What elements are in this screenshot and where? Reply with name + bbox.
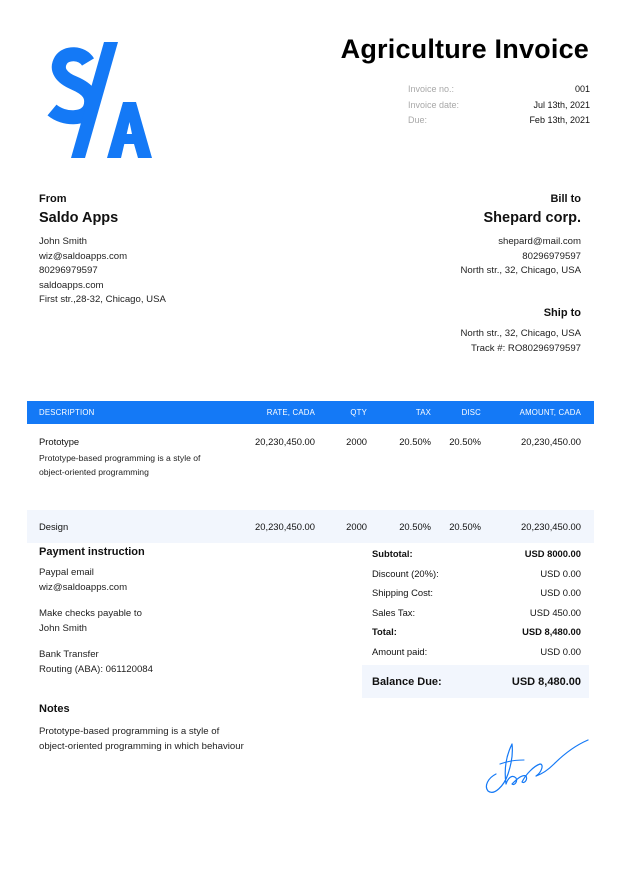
sales-tax-label: Sales Tax: [372,606,416,618]
bill-to-email: shepard@mail.com [498,236,581,247]
from-section [39,193,166,308]
item-tax: 20.50% [399,521,431,532]
item-name: Prototype [39,436,80,447]
total-value: USD 8,480.00 [522,626,581,638]
checks-payee: John Smith [39,622,87,634]
meta-label: Invoice no.: [408,84,455,94]
sales-tax-row [362,603,589,623]
from-phone: 80296979597 [39,265,98,276]
table-header [27,401,594,424]
item-disc: 20.50% [449,436,481,447]
due-date: Feb 13th, 2021 [529,115,590,125]
item-description-cell [27,436,225,479]
table-row [27,510,594,543]
item-tax: 20.50% [399,436,431,447]
subtotal-row [362,544,589,564]
amount-paid-value: USD 0.00 [540,645,581,657]
checks-label: Make checks payable to [39,608,142,619]
subtotal-value: USD 8000.00 [524,548,581,560]
ship-to-heading: Ship to [543,307,581,319]
item-rate: 20,230,450.00 [255,521,315,532]
from-company-name: Saldo Apps [39,210,119,226]
col-description-header: DESCRIPTION [39,408,95,417]
balance-due-label: Balance Due: [372,675,442,688]
invoice-date: Jul 13th, 2021 [533,99,590,110]
invoice-number-row [408,84,590,100]
item-rate: 20,230,450.00 [255,436,315,447]
notes-line: object-oriented programming in which behaviour [39,740,244,752]
paypal-email: wiz@saldoapps.com [39,581,128,593]
item-qty: 2000 [346,521,367,532]
item-disc: 20.50% [449,521,481,532]
from-heading: From [39,193,67,205]
item-name: Design [39,521,69,532]
from-contact-name: John Smith [39,236,87,247]
item-description: Prototype-based programming is a style of object-oriented programming [39,453,201,477]
notes-line: Prototype-based programming is a style of [39,726,220,737]
discount-label: Discount (20%): [372,567,439,579]
item-amount: 20,230,450.00 [521,436,581,447]
item-qty: 2000 [346,436,367,447]
notes-heading: Notes [39,703,70,715]
subtotal-label: Subtotal: [372,548,413,560]
balance-due-row [362,665,589,698]
balance-due-value: USD 8,480.00 [511,675,581,688]
from-email: wiz@saldoapps.com [39,250,128,262]
bill-to-section [460,193,581,279]
bank-transfer-label: Bank Transfer [39,649,99,660]
notes-section [39,703,244,754]
ship-to-tracking: Track #: RO80296979597 [470,342,581,354]
bill-to-phone: 80296979597 [522,250,581,262]
sales-tax-value: USD 450.00 [529,606,581,618]
bill-to-company-name: Shepard corp. [483,210,581,226]
signature [482,734,592,796]
col-disc-header: DISC [461,408,481,417]
col-rate-header: RATE, CADA [266,408,315,417]
payment-instruction-heading: Payment instruction [39,546,145,558]
shipping-row [362,583,589,603]
amount-paid-label: Amount paid: [372,645,428,657]
from-website: saldoapps.com [39,279,104,291]
col-amount-header: AMOUNT, CADA [519,408,581,417]
discount-row [362,564,589,584]
col-qty-header: QTY [350,408,367,417]
routing-number: Routing (ABA): 061120084 [39,663,153,675]
discount-value: USD 0.00 [540,567,581,579]
shipping-value: USD 0.00 [540,587,581,599]
ship-to-section [460,307,581,356]
total-row [362,622,589,642]
item-amount: 20,230,450.00 [521,521,581,532]
shipping-label: Shipping Cost: [372,587,433,599]
payment-instruction-section [39,546,153,677]
invoice-number: 001 [574,84,590,94]
total-label: Total: [372,626,397,638]
paypal-label: Paypal email [39,567,94,578]
bill-to-heading: Bill to [550,193,581,205]
totals-section [362,544,589,698]
table-row [27,424,594,510]
meta-label: Invoice date: [408,99,460,110]
items-table [27,401,594,543]
amount-paid-row [362,642,589,662]
invoice-date-row [408,100,590,116]
bill-to-address: North str., 32, Chicago, USA [460,265,581,276]
ship-to-address: North str., 32, Chicago, USA [460,328,581,339]
from-address: First str.,28-32, Chicago, USA [39,294,166,305]
meta-label: Due: [408,115,428,125]
invoice-title: Agriculture Invoice [340,34,589,64]
col-tax-header: TAX [415,408,431,417]
due-date-row [408,115,590,131]
company-logo [44,40,159,162]
invoice-meta [408,84,590,131]
